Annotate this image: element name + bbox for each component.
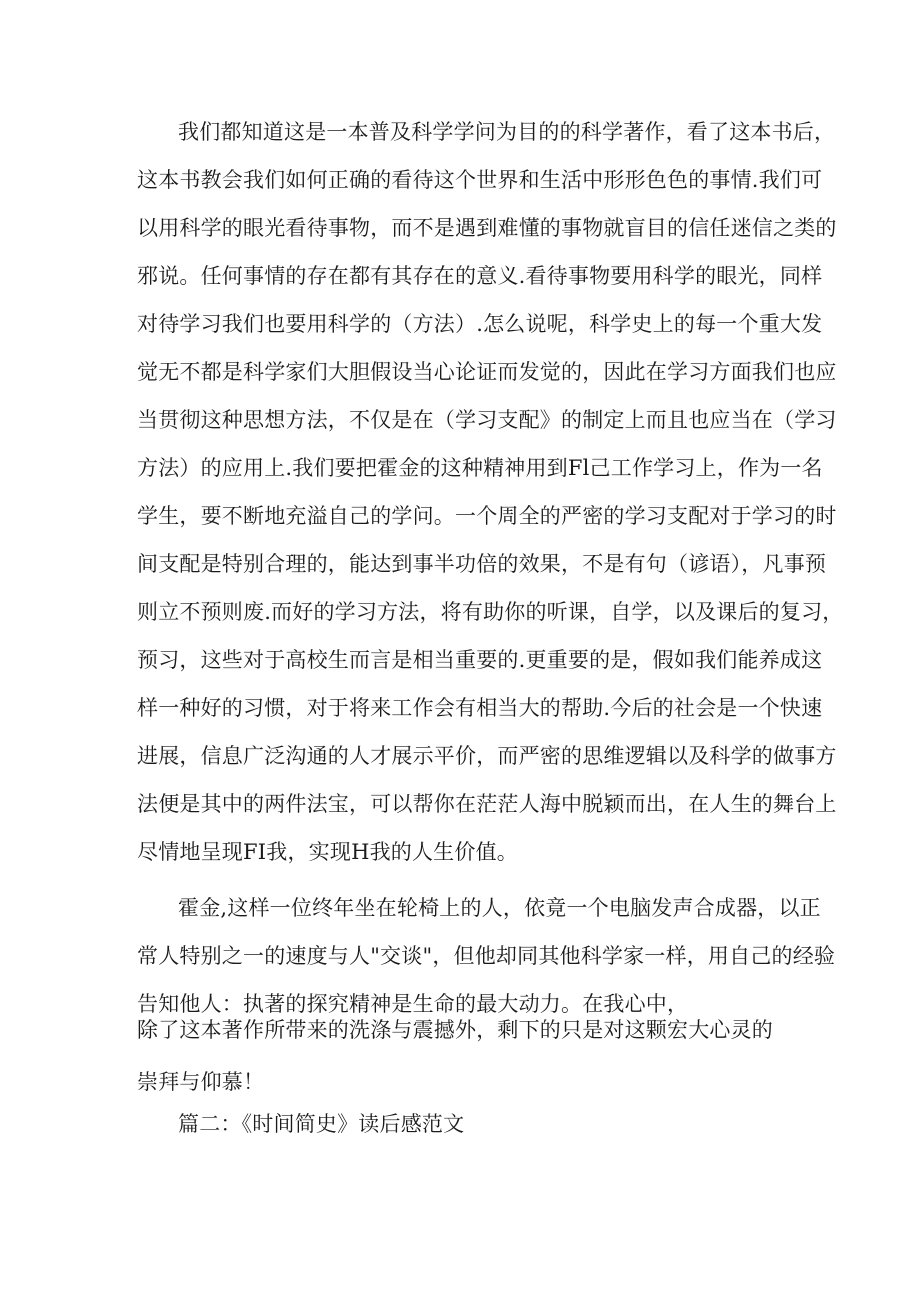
text-line-8: 方法）的应用上.我们要把霍金的这种精神用到Fl己工作学习上，作为一名	[137, 456, 823, 480]
text-line-12: 预习，这些对于高校生而言是相当重要的.更重要的是，假如我们能养成这	[137, 648, 823, 672]
text-line-15: 法便是其中的两件法宝，可以帮你在茫茫人海中脱颖而出，在人生的舞台上	[137, 792, 837, 816]
text-line-18: 常人特别之一的速度与人"交谈"，但他却同其他科学家一样，用自己的经验	[137, 944, 836, 968]
text-line-19: 告知他人：执著的探究精神是生命的最大动力。在我心中，	[137, 992, 689, 1016]
text-line-3: 以用科学的眼光看待事物，而不是遇到难懂的事物就盲目的信任迷信之类的	[137, 216, 837, 240]
text-line-9: 学生，要不断地充溢自己的学问。一个周全的严密的学习支配对于学习的时	[137, 504, 837, 528]
text-line-4: 邪说。任何事情的存在都有其存在的意义.看待事物要用科学的眼光，同样	[137, 264, 823, 288]
text-line-13: 样一种好的习惯，对于将来工作会有相当大的帮助.今后的社会是一个快速	[137, 696, 823, 720]
text-line-17: 霍金,这样一位终年坐在轮椅上的人，依竟一个电脑发声合成器，以正	[178, 896, 821, 920]
text-line-10: 间支配是特别合理的，能达到事半功倍的效果，不是有句（谚语），凡事预	[137, 552, 827, 576]
text-line-16: 尽情地呈现FI我，实现H我的人生价值。	[137, 840, 518, 864]
text-line-1: 我们都知道这是一本普及科学学问为目的的科学著作，看了这本书后，	[178, 120, 836, 144]
text-line-2: 这本书教会我们如何正确的看待这个世界和生活中形形色色的事情.我们可	[137, 168, 823, 192]
text-line-11: 则立不预则废.而好的学习方法，将有助你的听课，自学，以及课后的复习，	[137, 600, 844, 624]
text-line-7: 当贯彻这种思想方法，不仅是在（学习支配》的制定上而且也应当在（学习	[137, 408, 837, 432]
text-line-6: 觉无不都是科学家们大胆假设当心论证而发觉的，因此在学习方面我们也应	[137, 360, 837, 384]
text-line-14: 进展，信息广泛沟通的人才展示平价，而严密的思维逻辑以及科学的做事方	[137, 744, 837, 768]
text-line-21: 崇拜与仰慕！	[137, 1070, 265, 1094]
text-line-5: 对待学习我们也要用科学的（方法）.怎么说呢，科学史上的每一个重大发	[137, 312, 823, 336]
text-line-20: 除了这本著作所带来的洗涤与震撼外，剩下的只是对这颗宏大心灵的	[137, 1018, 773, 1042]
section-heading: 篇二：《时间简史》读后感范文	[178, 1112, 465, 1136]
